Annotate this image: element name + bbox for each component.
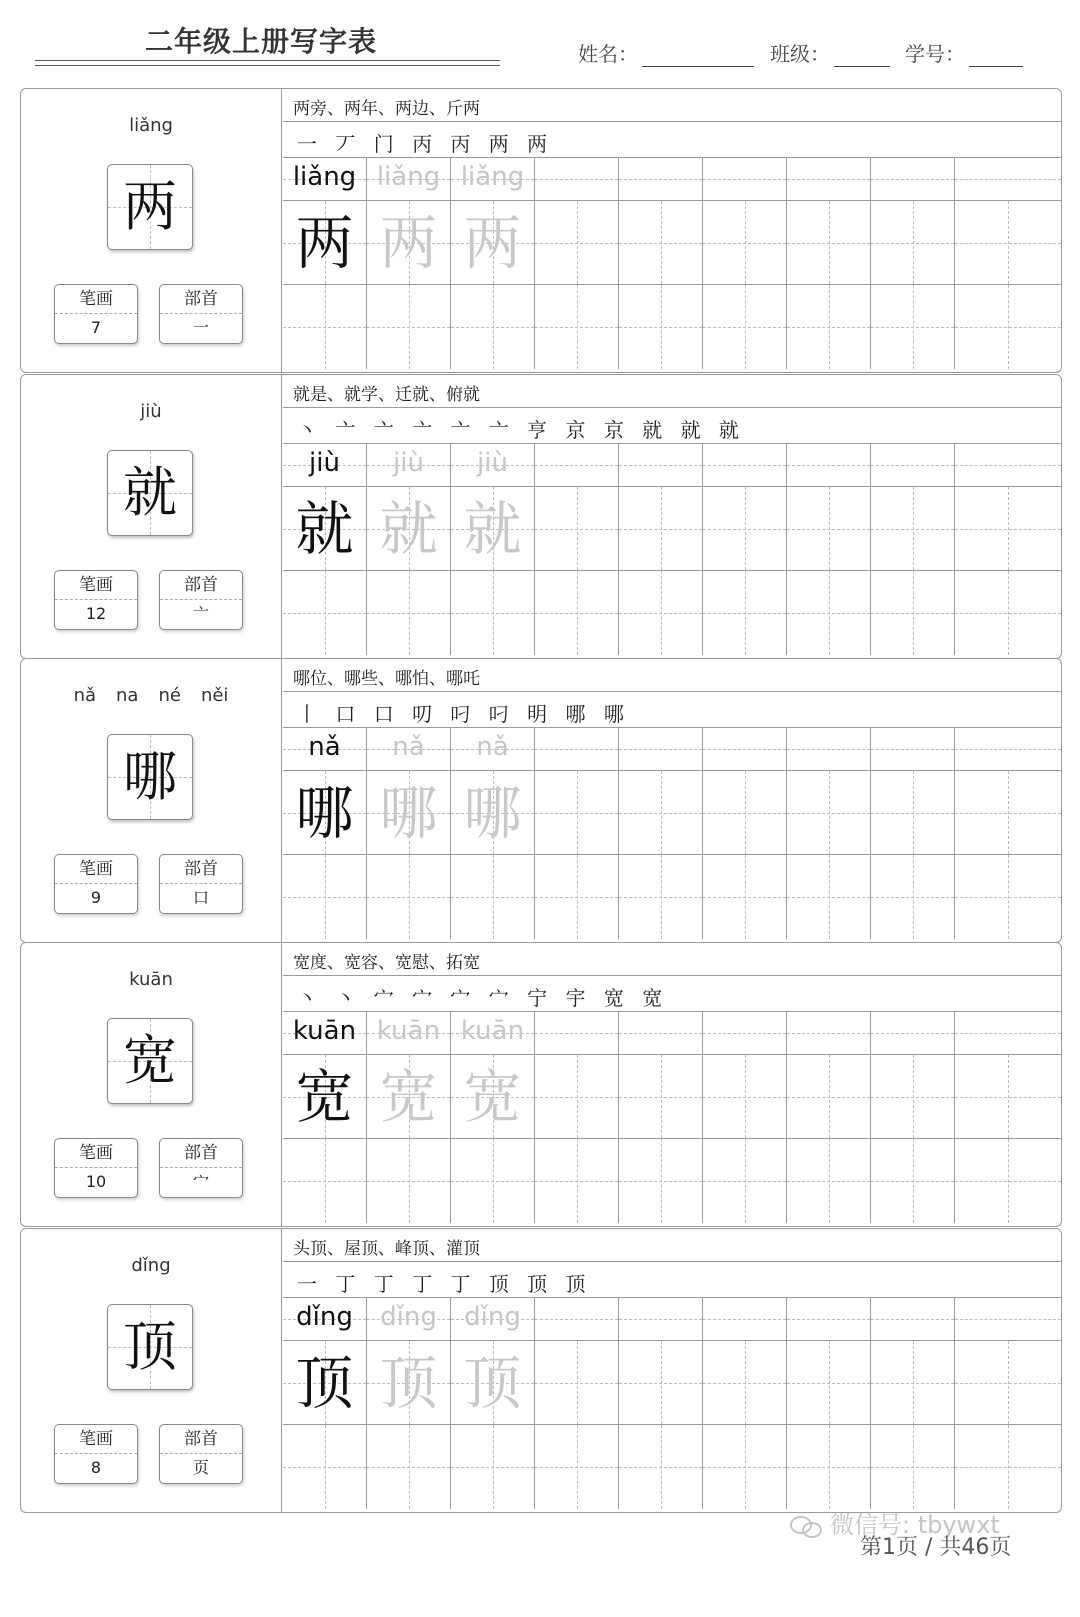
pinyin-cell[interactable] (703, 1012, 787, 1055)
stroke-count-value: 10 (85, 1172, 107, 1191)
pinyin-trace: liǎng (460, 162, 525, 192)
radical-box (159, 854, 243, 914)
pinyin-reading: na (116, 685, 139, 706)
blank-writing-cell[interactable] (787, 285, 871, 369)
writing-cell[interactable] (535, 1055, 619, 1139)
main-character: 就 (123, 461, 177, 524)
pinyin-cell[interactable] (787, 1298, 871, 1341)
character-trace: 哪 (379, 779, 438, 847)
pinyin-reading: jiù (140, 401, 162, 422)
stroke-count-box (54, 570, 138, 630)
wechat-icon (790, 1514, 824, 1538)
pinyin-cell[interactable] (871, 728, 955, 771)
blank-writing-cell[interactable] (871, 1139, 955, 1223)
pinyin-model: kuān (292, 1016, 357, 1046)
writing-cell (367, 771, 451, 855)
blank-writing-cell[interactable] (871, 571, 955, 655)
writing-cell[interactable] (955, 487, 1061, 571)
student-id-blank[interactable] (969, 42, 1023, 67)
pinyin-cell[interactable] (871, 1298, 955, 1341)
class-field[interactable] (770, 38, 890, 67)
word-examples: 宽度、宽容、宽慰、拓宽 (293, 953, 480, 973)
blank-writing-cell[interactable] (535, 571, 619, 655)
blank-writing-cell[interactable] (367, 1425, 451, 1509)
pinyin-cell[interactable] (535, 444, 619, 487)
character-card (20, 88, 1062, 373)
stroke-count-box (54, 1424, 138, 1484)
stroke-count-value: 8 (90, 1458, 102, 1477)
writing-cell[interactable] (619, 771, 703, 855)
pinyin-cell[interactable] (871, 444, 955, 487)
pinyin-cell[interactable] (955, 444, 1061, 487)
pinyin-cell[interactable] (703, 1298, 787, 1341)
blank-writing-cell[interactable] (619, 571, 703, 655)
stroke-count-box (54, 1138, 138, 1198)
pinyin-cell[interactable] (703, 158, 787, 201)
character-info-panel (21, 89, 282, 372)
writing-cell[interactable] (535, 1341, 619, 1425)
character-model: 两 (295, 209, 354, 277)
writing-cell[interactable] (535, 487, 619, 571)
pinyin-cell[interactable] (787, 158, 871, 201)
pinyin-cell (283, 728, 367, 771)
practice-panel (283, 659, 1061, 942)
pinyin-trace: kuān (376, 1016, 441, 1046)
name-field[interactable] (578, 38, 754, 67)
blank-writing-cell[interactable] (367, 1139, 451, 1223)
radical-value: 宀 (192, 1172, 209, 1191)
blank-writing-cell[interactable] (787, 1139, 871, 1223)
pinyin-cell (367, 1298, 451, 1341)
stroke-count-box (54, 284, 138, 344)
pinyin-reading: nǎ (73, 685, 97, 706)
writing-cell[interactable] (871, 1055, 955, 1139)
blank-writing-cell[interactable] (619, 1425, 703, 1509)
radical-box (159, 284, 243, 344)
blank-writing-cell[interactable] (703, 855, 787, 939)
pinyin-cell (451, 728, 535, 771)
writing-cell (367, 201, 451, 285)
pinyin-cell[interactable] (619, 1298, 703, 1341)
character-box (107, 1018, 193, 1104)
practice-grid (283, 444, 1061, 658)
blank-writing-cell[interactable] (367, 855, 451, 939)
pinyin-cell[interactable] (619, 158, 703, 201)
practice-panel (283, 1229, 1061, 1512)
pinyin-reading: liǎng (129, 115, 173, 136)
pinyin-cell[interactable] (871, 1012, 955, 1055)
blank-writing-cell[interactable] (955, 1425, 1061, 1509)
pinyin-trace: dǐng (380, 1302, 437, 1332)
pinyin-cell (283, 1012, 367, 1055)
pinyin-trace: jiù (477, 448, 508, 478)
blank-writing-cell[interactable] (451, 571, 535, 655)
blank-writing-cell[interactable] (619, 1139, 703, 1223)
writing-cell[interactable] (955, 201, 1061, 285)
pinyin-cell[interactable] (787, 1012, 871, 1055)
word-examples-row (283, 659, 1061, 692)
pinyin-trace: jiù (393, 448, 424, 478)
writing-cell (367, 487, 451, 571)
pinyin-readings (21, 1255, 281, 1276)
pinyin-cell[interactable] (787, 728, 871, 771)
stroke-count-label: 笔画 (55, 571, 137, 600)
character-info-panel (21, 659, 282, 942)
writing-cell[interactable] (535, 771, 619, 855)
character-card (20, 1228, 1062, 1513)
pinyin-cell[interactable] (619, 728, 703, 771)
pinyin-trace: dǐng (464, 1302, 521, 1332)
stroke-order-row (283, 408, 1061, 444)
name-label: 姓名： (578, 42, 638, 66)
blank-writing-cell[interactable] (367, 571, 451, 655)
writing-cell[interactable] (703, 771, 787, 855)
student-id-field[interactable] (905, 38, 1023, 67)
pinyin-cell[interactable] (619, 1012, 703, 1055)
writing-cell[interactable] (619, 487, 703, 571)
stroke-count-value: 7 (90, 318, 102, 337)
pinyin-model: nǎ (308, 732, 341, 762)
writing-cell (367, 1055, 451, 1139)
writing-cell (283, 487, 367, 571)
word-examples-row (283, 1229, 1061, 1262)
blank-writing-cell[interactable] (451, 855, 535, 939)
writing-cell[interactable] (787, 487, 871, 571)
character-card (20, 658, 1062, 943)
character-model: 就 (295, 495, 354, 563)
blank-writing-cell[interactable] (535, 1425, 619, 1509)
writing-cell (451, 1341, 535, 1425)
pinyin-model: jiù (309, 448, 340, 478)
pinyin-cell[interactable] (955, 728, 1061, 771)
stroke-order-row (283, 976, 1061, 1012)
stroke-count-label: 笔画 (55, 1425, 137, 1454)
stroke-count-label: 笔画 (55, 855, 137, 884)
character-card (20, 942, 1062, 1227)
pinyin-cell (367, 1012, 451, 1055)
character-trace: 顶 (379, 1349, 438, 1417)
pinyin-readings (21, 685, 281, 706)
writing-cell[interactable] (871, 771, 955, 855)
pinyin-trace: liǎng (376, 162, 441, 192)
writing-cell[interactable] (703, 201, 787, 285)
word-examples: 就是、就学、迁就、俯就 (293, 385, 480, 405)
blank-writing-cell[interactable] (535, 285, 619, 369)
pinyin-cell (451, 1298, 535, 1341)
writing-cell[interactable] (787, 1341, 871, 1425)
blank-writing-cell[interactable] (283, 1139, 367, 1223)
pinyin-trace: nǎ (392, 732, 425, 762)
radical-box (159, 1424, 243, 1484)
blank-writing-cell[interactable] (871, 855, 955, 939)
writing-cell (451, 201, 535, 285)
writing-cell[interactable] (535, 201, 619, 285)
blank-writing-cell[interactable] (787, 1425, 871, 1509)
word-examples-row (283, 375, 1061, 408)
pinyin-trace: nǎ (476, 732, 509, 762)
stroke-order: 一 丁 丁 丁 丁 顶 顶 顶 (297, 1272, 592, 1296)
blank-writing-cell[interactable] (451, 285, 535, 369)
student-id-label: 学号： (905, 42, 965, 66)
writing-cell[interactable] (787, 201, 871, 285)
blank-writing-cell[interactable] (367, 285, 451, 369)
pinyin-cell (367, 158, 451, 201)
practice-grid (283, 1012, 1061, 1226)
character-info-panel (21, 375, 282, 658)
title-underline-2 (35, 65, 500, 66)
radical-value: 一 (192, 318, 209, 337)
writing-cell[interactable] (703, 487, 787, 571)
practice-panel (283, 943, 1061, 1226)
character-trace: 两 (463, 209, 522, 277)
blank-writing-cell[interactable] (955, 285, 1061, 369)
practice-panel (283, 89, 1061, 372)
stroke-order: 丨 口 口 叨 叼 叼 明 哪 哪 (297, 702, 630, 726)
stroke-count-value: 9 (90, 888, 102, 907)
blank-writing-cell[interactable] (619, 855, 703, 939)
writing-cell (451, 487, 535, 571)
blank-writing-cell[interactable] (535, 855, 619, 939)
character-card (20, 374, 1062, 659)
pinyin-cell (283, 444, 367, 487)
character-trace: 两 (379, 209, 438, 277)
stroke-order: 丶 亠 亠 亠 亠 亠 亨 京 京 就 就 就 (297, 418, 745, 442)
stroke-count-value: 12 (85, 604, 107, 623)
pinyin-cell[interactable] (535, 1298, 619, 1341)
pinyin-cell[interactable] (871, 158, 955, 201)
writing-cell[interactable] (619, 1055, 703, 1139)
blank-writing-cell[interactable] (703, 1425, 787, 1509)
radical-label: 部首 (160, 285, 242, 314)
writing-cell (367, 1341, 451, 1425)
writing-cell[interactable] (619, 1341, 703, 1425)
pinyin-cell (451, 444, 535, 487)
pinyin-cell (367, 444, 451, 487)
radical-value: 亠 (192, 604, 209, 623)
writing-cell (451, 1055, 535, 1139)
writing-cell[interactable] (787, 1055, 871, 1139)
character-trace: 就 (463, 495, 522, 563)
main-character: 宽 (123, 1029, 177, 1092)
page-title: 二年级上册写字表 (145, 25, 378, 58)
word-examples-row (283, 943, 1061, 976)
character-model: 宽 (295, 1063, 354, 1131)
pinyin-cell (367, 728, 451, 771)
blank-writing-cell[interactable] (703, 571, 787, 655)
radical-label: 部首 (160, 1425, 242, 1454)
stroke-order: 一 丆 门 丙 丙 两 两 (297, 132, 554, 156)
character-box (107, 164, 193, 250)
pinyin-cell[interactable] (787, 444, 871, 487)
blank-writing-cell[interactable] (619, 285, 703, 369)
writing-cell[interactable] (871, 1341, 955, 1425)
character-trace: 宽 (379, 1063, 438, 1131)
writing-cell (283, 1055, 367, 1139)
blank-writing-cell[interactable] (871, 285, 955, 369)
pinyin-cell[interactable] (955, 1298, 1061, 1341)
blank-writing-cell[interactable] (283, 285, 367, 369)
writing-cell[interactable] (871, 487, 955, 571)
character-model: 顶 (295, 1349, 354, 1417)
pinyin-trace: kuān (460, 1016, 525, 1046)
stroke-count-box (54, 854, 138, 914)
writing-cell (283, 1341, 367, 1425)
pinyin-cell[interactable] (619, 444, 703, 487)
word-examples: 两旁、两年、两边、斤两 (293, 99, 480, 119)
pinyin-model: dǐng (296, 1302, 353, 1332)
blank-writing-cell[interactable] (535, 1139, 619, 1223)
writing-cell (283, 201, 367, 285)
main-character: 哪 (123, 745, 177, 808)
blank-writing-cell[interactable] (283, 571, 367, 655)
blank-writing-cell[interactable] (451, 1425, 535, 1509)
pinyin-cell[interactable] (955, 1012, 1061, 1055)
blank-writing-cell[interactable] (451, 1139, 535, 1223)
page-header (0, 0, 1080, 80)
pinyin-cell (451, 158, 535, 201)
writing-cell[interactable] (619, 201, 703, 285)
writing-cell[interactable] (787, 771, 871, 855)
pinyin-reading: něi (200, 685, 229, 706)
writing-cell[interactable] (955, 1055, 1061, 1139)
pinyin-cell (451, 1012, 535, 1055)
character-info-panel (21, 1229, 282, 1512)
stroke-order-row (283, 692, 1061, 728)
blank-writing-cell[interactable] (283, 1425, 367, 1509)
radical-value: 口 (192, 888, 209, 907)
stroke-count-label: 笔画 (55, 285, 137, 314)
character-info-panel (21, 943, 282, 1226)
character-trace: 顶 (463, 1349, 522, 1417)
word-examples: 哪位、哪些、哪怕、哪吒 (293, 669, 480, 689)
blank-writing-cell[interactable] (787, 571, 871, 655)
character-box (107, 1304, 193, 1390)
stroke-count-label: 笔画 (55, 1139, 137, 1168)
blank-writing-cell[interactable] (955, 571, 1061, 655)
pinyin-readings (21, 969, 281, 990)
character-trace: 就 (379, 495, 438, 563)
pinyin-cell[interactable] (955, 158, 1061, 201)
writing-cell[interactable] (955, 1341, 1061, 1425)
pinyin-cell[interactable] (535, 728, 619, 771)
pinyin-reading: dǐng (131, 1255, 171, 1276)
pinyin-reading: né (158, 685, 181, 706)
writing-cell[interactable] (955, 771, 1061, 855)
writing-cell (283, 771, 367, 855)
stroke-order: 丶 丶 宀 宀 宀 宀 宁 宇 宽 宽 (297, 986, 669, 1010)
word-examples-row (283, 89, 1061, 122)
radical-label: 部首 (160, 571, 242, 600)
wechat-id: 微信号: tbywxt (830, 1511, 1000, 1539)
pinyin-cell (283, 1298, 367, 1341)
pinyin-cell[interactable] (535, 158, 619, 201)
pinyin-reading: kuān (129, 969, 173, 990)
blank-writing-cell[interactable] (955, 1139, 1061, 1223)
blank-writing-cell[interactable] (703, 1139, 787, 1223)
writing-cell[interactable] (703, 1055, 787, 1139)
name-blank[interactable] (642, 42, 754, 67)
character-trace: 哪 (463, 779, 522, 847)
writing-cell (451, 771, 535, 855)
writing-cell[interactable] (871, 201, 955, 285)
stroke-order-row (283, 122, 1061, 158)
practice-grid (283, 728, 1061, 942)
pinyin-cell[interactable] (535, 1012, 619, 1055)
pinyin-readings (21, 115, 281, 136)
character-model: 哪 (295, 779, 354, 847)
pinyin-cell[interactable] (703, 444, 787, 487)
stroke-order-row (283, 1262, 1061, 1298)
main-character: 顶 (123, 1315, 177, 1378)
blank-writing-cell[interactable] (283, 855, 367, 939)
practice-grid (283, 158, 1061, 372)
practice-panel (283, 375, 1061, 658)
pinyin-readings (21, 401, 281, 422)
page-number: 第1页 / 共46页 (860, 1535, 1012, 1560)
radical-label: 部首 (160, 1139, 242, 1168)
blank-writing-cell[interactable] (703, 285, 787, 369)
word-examples: 头顶、屋顶、峰顶、灌顶 (293, 1239, 480, 1259)
pinyin-cell[interactable] (703, 728, 787, 771)
blank-writing-cell[interactable] (955, 855, 1061, 939)
class-blank[interactable] (834, 42, 890, 67)
blank-writing-cell[interactable] (871, 1425, 955, 1509)
pinyin-cell (283, 158, 367, 201)
character-box (107, 450, 193, 536)
main-character: 两 (123, 175, 177, 238)
radical-label: 部首 (160, 855, 242, 884)
writing-cell[interactable] (703, 1341, 787, 1425)
character-trace: 宽 (463, 1063, 522, 1131)
practice-grid (283, 1298, 1061, 1512)
radical-box (159, 570, 243, 630)
radical-box (159, 1138, 243, 1198)
title-underline (35, 60, 500, 61)
radical-value: 页 (192, 1458, 209, 1477)
class-label: 班级： (770, 42, 830, 66)
pinyin-model: liǎng (292, 162, 357, 192)
blank-writing-cell[interactable] (787, 855, 871, 939)
character-box (107, 734, 193, 820)
